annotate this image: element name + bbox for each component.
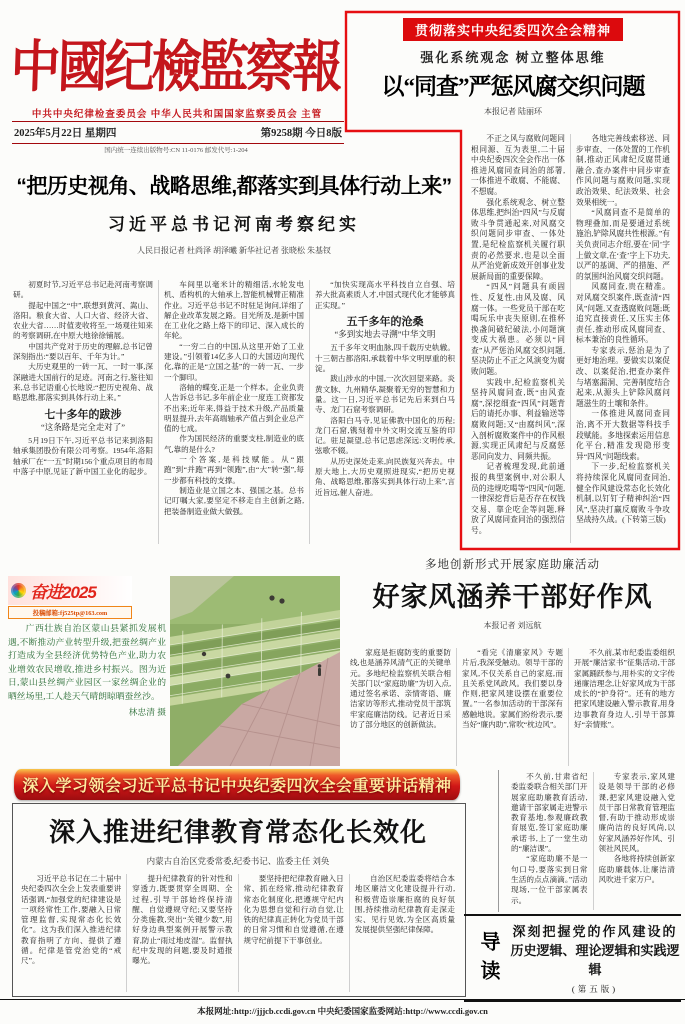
fenjin-logo-text: 奋进2025 bbox=[30, 583, 96, 602]
supervisor-line: 中共中央纪律检查委员会 中华人民共和国国家监察委员会 主管 bbox=[31, 110, 323, 120]
article-column: 初夏时节,习近平总书记赴河南考察调研。 提起中国之“中”,联想到黄河、嵩山、洛阳。粮食大省、人口大省、经济大省、农业大省……时值麦收将至,一场观往知来的考察调研,在中原大地徐徐铺展。 中国共产党对于历史的理解,总书记曾深刻指出:“要以百年、千年为计。” 大历史观里的一砖一瓦、一时一事,深深融进大国前行的足迹。河南之行,鉴往知来,总书记语重心长地说:“把历史视角、战略思维,都落实到具体行动上来。” 七十多年的跋涉 “这条路是完全走对了” 5月19日下午,习近平总书记来到洛阳轴承集团股份有限公司考察。1954年,洛阳轴承厂在“一五”时期156个重点项目的布局中落子中原,见证了新中国工业化的起步。 bbox=[13, 280, 153, 477]
publication-code: 国内统一连续出版物号:CN 11-0176 邮发代号:1-204 bbox=[104, 147, 248, 154]
article-column: 习近平总书记在二十届中央纪委四次全会上发表重要讲话强调,“加强党的纪律建设是一项经常性工作,要融入日常管理监督,实现常态化长效化”。这为我们深入推进纪律教育指明了方向、提供了遵循。纪律是管党治党的“戒尺”。 bbox=[21, 874, 122, 966]
publication-date: 2025年5月22日 星期四 bbox=[14, 128, 117, 139]
top-right-article-header bbox=[350, 18, 676, 117]
article-column: 不正之风与腐败问题同根同源、互为表里,二十届中央纪委四次全会作出一体推进风腐同查同治的部署,一体推进不敢腐、不能腐、不想腐。 强化系统观念、树立整体思维,把纠治“四风”与反腐败斗争贯通起来,对风腐交织问题同步审查、一体处置,是纪检监察机关履行职责的必然要求,也是以全面从严治党新成效开创事业发展新局面的重要保障。 “四风”问题具有顽固性、反复性,由风及腐、风腐一体。一些党员干部在吃喝玩乐中丧失原则,在推杯换盏间破纪破法,小问题演变成大祸患。必须以“同查”从严惩治风腐交织问题,坚决防止不正之风演变为腐败问题。 实践中,纪检监察机关坚持风腐同查,既“由风查腐”,深挖细查“四风”问题背后的请托办事、利益输送等腐败问题;又“由腐纠风”,深入剖析腐败案件中的作风根源,实现正风肃纪与反腐惩恶同向发力、同频共振。 记者梳理发现,此前通报的典型案例中,对公职人员的违规吃喝等“四风”问题,一律深挖背后是否存在权钱交易、靠企吃企等问题,释放了风腐同查同治的强烈信号。 bbox=[471, 134, 565, 535]
article-column: 不久前,某市纪委监委组织开展“廉洁家书”征集活动,干部家属踊跃参与,用朴实的文字传递廉洁理念,让好家风成为干部成长的“护身符”。还有的地方把家风建设融入警示教育,用身边事教育身边人,引导干部算好“亲情账”。 bbox=[568, 648, 680, 766]
family-byline: 本报记者 刘远航 bbox=[483, 621, 542, 630]
newspaper-masthead: 中國纪檢監察報 bbox=[9, 33, 341, 100]
article-column: 各地完善线索移送、同步审查、一体处置的工作机制,推动正风肃纪反腐贯通融合,查办案件中同步审查作风问题与腐败问题,实现政治效果、纪法效果、社会效果相统一。 “风腐同查不是简单的物理叠加,而是要通过系统施治,铲除风腐共性根源。”有关负责同志介绍,要在‘同’字上做文章,在‘查’字上下功夫,以严的基调、严的措施、严的氛围纠治风腐交织问题。 风腐同查,贵在精准。对风腐交织案件,既查清“四风”问题,又查透腐败问题;既追究直接责任,又压实主体责任,推动形成风腐同查、标本兼治的良性循环。 专家表示,惩治是为了更好地治理。要做实以案促改、以案促治,把查办案件与堵塞漏洞、完善制度结合起来,从源头上铲除风腐问题滋生的土壤和条件。 一体推进风腐同查同治,离不开大数据等科技手段赋能。多地探索运用信息化平台,精准发现隐形变异“四风”问题线索。 下一步,纪检监察机关将持续深化风腐同查同治,健全作风建设常态化长效化机制,以钉钉子精神纠治“四风”,坚决打赢反腐败斗争攻坚战持久战。(下转第三版) bbox=[570, 134, 675, 543]
article-column: 不久前,甘肃省纪委监委联合相关部门开展家庭助廉教育活动,邀请干部家属走进警示教育基地,参观廉政教育展览,签订家庭助廉承诺书,上了一堂生动的“廉洁课”。 “家庭助廉不是一句口号,要落实到日常生活的点点滴滴。”活动现场,一位干部家属表示。 bbox=[511, 772, 588, 905]
article-column: 要坚持把纪律教育融入日常、抓在经常,推动纪律教育常态化制度化,把遵规守纪内化为思想自觉和行动自觉,让铁的纪律真正转化为党员干部的日常习惯和自觉遵循,在遵规守纪前提下干事创业。 bbox=[238, 874, 349, 992]
main-subtitle: 习近平总书记河南考察纪实 bbox=[108, 215, 360, 234]
guide-title-line1: 深刻把握党的作风建设的 bbox=[512, 924, 678, 939]
article-column: 提升纪律教育的针对性和穿透力,既要贯穿全周期、全过程,引导干部始终保持清醒、自觉遵规守纪;又要坚持分类施教,突出“关键少数”,用好身边典型案例开展警示教育,防止“雨过地皮湿”。监督执纪中发现的问题,要及时通报曝光。 bbox=[126, 874, 237, 992]
article-column: “加快实现高水平科技自立自强、培养大批高素质人才,中国式现代化才能够真正实现。” 五千多年的沧桑 “多到实地去寻溯”中华文明 五千多年文明血脉,四千载历史轨辙。十三朝古都洛阳,承载着中华文明厚重的积淀。 跋山涉水的中国,一次次回望来路。炎黄文脉、九州精华,凝聚着无穷的智慧和力量。这一日,习近平总书记先后来到白马寺、龙门石窟考察调研。 洛阳白马寺,见证佛教中国化的历程;龙门石窟,镌刻着中外文明交流互鉴的印记。驻足凝望,总书记思虑深远:文明传承,弦歌不辍。 从历史深处走来,向民族复兴奔去。中原大地上,大历史观照进现实,“把历史视角、战略思维,都落实到具体行动上来”,言近旨远,催人奋进。 bbox=[309, 280, 460, 544]
family-headline: 好家风涵养干部好作风 bbox=[372, 582, 653, 612]
section-subquote: “多到实地去寻溯”中华文明 bbox=[334, 329, 436, 340]
footer-rule bbox=[0, 999, 685, 1000]
article-column: “看完《清廉家风》专题片后,我深受触动。领导干部的家风,不仅关系自己的家庭,而且关系党风政风。我们要以身作则,把家风建设摆在重要位置。”一名参加活动的干部深有感触地说。家属们纷纷表示,要当好“廉内助”,常吹“枕边风”。 bbox=[456, 648, 568, 766]
top-right-headline: 以“同查”严惩风腐交织问题 bbox=[381, 74, 645, 99]
study-theme-ribbon bbox=[14, 769, 460, 800]
top-right-article-body bbox=[466, 134, 675, 543]
family-article-header bbox=[345, 556, 680, 631]
article-column: 家庭是拒腐防变的重要防线,也是涵养风清气正的关键单元。多地纪检监察机关联合相关部门以“家庭助廉”为切入点,通过签名承诺、亲情寄语、廉洁家访等形式,推动党员干部筑牢家庭廉洁防线。记者近日采访了部分地区的创新做法。 bbox=[350, 648, 451, 730]
section-subhead: 七十多年的跋涉 bbox=[44, 408, 122, 421]
theme-banner: 贯彻落实中央纪委四次全会精神 bbox=[403, 18, 623, 41]
family-article-body-top bbox=[345, 648, 680, 766]
main-article-header bbox=[8, 170, 460, 256]
main-byline: 人民日报记者 杜尚泽 胡泽曦 新华社记者 张晓松 朱基钗 bbox=[137, 246, 331, 255]
issue-number: 第9258期 今日8版 bbox=[260, 128, 342, 139]
ribbon-text: 深入学习领会习近平总书记中央纪委四次全会重要讲话精神 bbox=[22, 778, 452, 795]
top-right-byline: 本报记者 陆丽环 bbox=[484, 107, 542, 116]
education-article-body bbox=[16, 874, 460, 992]
family-kicker: 多地创新形式开展家庭助廉活动 bbox=[425, 559, 600, 571]
section-subquote: “这条路是完全走对了” bbox=[40, 421, 126, 432]
footer-websites: 本报网址:http://jjjcb.ccdi.gov.cn 中央纪委国家监委网站:http://www.ccdi.gov.cn bbox=[197, 1006, 488, 1016]
section-subhead: 五千多年的沧桑 bbox=[346, 315, 424, 328]
date-issue-bar bbox=[12, 121, 344, 144]
fenjin-2025-logo bbox=[8, 576, 132, 619]
main-headline: “把历史视角、战略思维,都落实到具体行动上来” bbox=[16, 175, 452, 198]
column-divider bbox=[498, 770, 499, 912]
submission-email: 投稿邮箱:fj525tp@163.com bbox=[8, 606, 132, 619]
farm-field-photo bbox=[170, 576, 340, 766]
reading-guide-label: 导读 bbox=[477, 931, 499, 989]
article-column: 自治区纪委监委将结合本地区廉洁文化建设提升行动,积极营造崇廉拒腐的良好氛围,持续推动纪律教育走深走实、见行见效,为全区高质量发展提供坚强纪律保障。 bbox=[349, 874, 460, 992]
main-article-body bbox=[8, 280, 460, 544]
education-article-header bbox=[14, 812, 462, 867]
guide-title-line2: 历史逻辑、理论逻辑和实践逻辑 bbox=[510, 943, 680, 977]
guide-page-ref: (第五版) bbox=[571, 984, 619, 994]
article-column: 专家表示,家风建设是领导干部的必修课,把家风建设融入党员干部日常教育管理监督,有助于推动形成崇廉尚洁的良好风尚,以好家风涵养好作风、引领社风民风。 各地将持续创新家庭助廉载体,让廉洁清风吹进千家万户。 bbox=[593, 772, 681, 910]
photo-credit: 林忠清 摄 bbox=[128, 706, 166, 717]
photo-caption bbox=[8, 622, 166, 764]
education-headline: 深入推进纪律教育常态化长效化 bbox=[48, 818, 427, 847]
family-article-body-bottom bbox=[506, 772, 680, 910]
reading-guide-box bbox=[464, 914, 681, 1002]
top-right-kicker: 强化系统观念 树立整体思维 bbox=[420, 50, 606, 65]
pinwheel-icon bbox=[11, 583, 26, 598]
caption-text: 广西壮族自治区蒙山县紧抓发展机遇,不断推动产业转型升级,把蚕丝绸产业打造成为全县经济优势特色产业,助力农业增效农民增收,推进乡村振兴。图为近日,蒙山县丝绸产业园区一家丝绸企业的晒丝场里,工人趁天气晴朗晾晒蚕丝沙。 bbox=[8, 623, 166, 701]
article-column: 车间里以毫米计的精细活,水轮发电机、盾构机的大轴承上,智能机械臂正精准作业。习近平总书记不时驻足询问,详细了解企业改革发展之路。目光所及,是新中国在工业化之路上烙下的印记、深入成长的年轮。 “一穷二白的中国,从这里开始了工业建设。”引领着14亿多人口的大国迈向现代化,靠的正是“立国之基”的一砖一瓦、一步一个脚印。 洛轴的蝶变,正是一个样本。企业负责人告诉总书记,多年前企业一度连工资都发不出来;近年来,得益于技术升级,产品质量明显提升,去年高端轴承产值占到企业总产值的七成。 作为国民经济的重要支柱,制造业的底气,靠的是什么? 一个答案,是科技赋能。从“跟跑”到“并跑”再到“领跑”,由“大”转“强”,每一步都有科技的支撑。 制造业是立国之本、强国之基。总书记叮嘱大家,要坚定不移走自主创新之路,把装备制造业做大做强。 bbox=[158, 280, 309, 544]
education-byline: 内蒙古自治区党委常委,纪委书记、监委主任 刘奂 bbox=[146, 856, 330, 866]
